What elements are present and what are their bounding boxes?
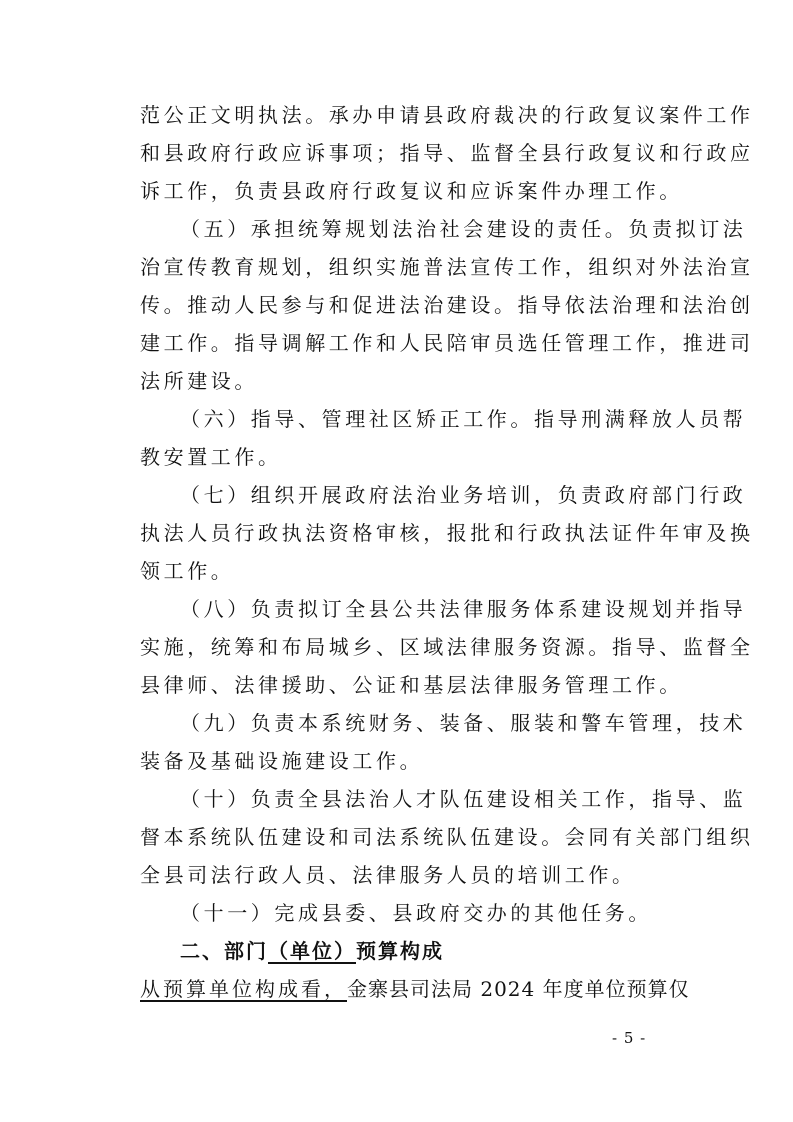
paragraph-line: 执法人员行政执法资格审核，报批和行政执法证件年审及换 (140, 521, 754, 545)
page-number: - 5 - (612, 1029, 647, 1047)
paragraph-line: 全县司法行政人员、法律服务人员的培训工作。 (140, 863, 636, 887)
section-heading-underlined: （单位） (268, 939, 356, 963)
paragraph-line: 法所建设。 (140, 369, 258, 393)
paragraph-line: （十）负责全县法治人才队伍建设相关工作，指导、监 (180, 787, 747, 811)
paragraph-line: （五）承担统筹规划法治社会建设的责任。负责拟订法 (180, 217, 747, 241)
paragraph-line: 和县政府行政应诉事项；指导、监督全县行政复议和行政应 (140, 141, 754, 165)
paragraph-line: 装备及基础设施建设工作。 (140, 749, 424, 773)
paragraph-line: 治宣传教育规划，组织实施普法宣传工作，组织对外法治宣 (140, 255, 754, 279)
paragraph-text: 金寨县司法局 2024 年度单位预算仅 (347, 977, 690, 1001)
underlined-phrase: 从预算单位构成看， (140, 977, 347, 1001)
paragraph-line: 督本系统队伍建设和司法系统队伍建设。会同有关部门组织 (140, 825, 754, 849)
paragraph-line: 县律师、法律援助、公证和基层法律服务管理工作。 (140, 673, 683, 697)
paragraph-line: （十一）完成县委、县政府交办的其他任务。 (180, 901, 652, 925)
paragraph-line: （九）负责本系统财务、装备、服装和警车管理，技术 (180, 711, 747, 735)
section-heading-suffix: 预算构成 (356, 939, 444, 963)
paragraph-line: （八）负责拟订全县公共法律服务体系建设规划并指导 (180, 597, 747, 621)
paragraph-line: 教安置工作。 (140, 445, 282, 469)
paragraph-line: 建工作。指导调解工作和人民陪审员选任管理工作，推进司 (140, 331, 754, 355)
paragraph-line: 实施，统筹和布局城乡、区域法律服务资源。指导、监督全 (140, 635, 754, 659)
section-heading (180, 933, 444, 969)
paragraph-line: 传。推动人民参与和促进法治建设。指导依法治理和法治创 (140, 293, 754, 317)
section-heading-prefix: 二、部门 (180, 939, 268, 963)
paragraph-line: 诉工作，负责县政府行政复议和应诉案件办理工作。 (140, 179, 683, 203)
paragraph-line: （七）组织开展政府法治业务培训，负责政府部门行政 (180, 483, 747, 507)
paragraph-line: （六）指导、管理社区矫正工作。指导刑满释放人员帮 (180, 407, 747, 431)
paragraph-line: 范公正文明执法。承办申请县政府裁决的行政复议案件工作 (140, 103, 754, 127)
paragraph-line: 领工作。 (140, 559, 235, 583)
paragraph-line (140, 971, 690, 1007)
